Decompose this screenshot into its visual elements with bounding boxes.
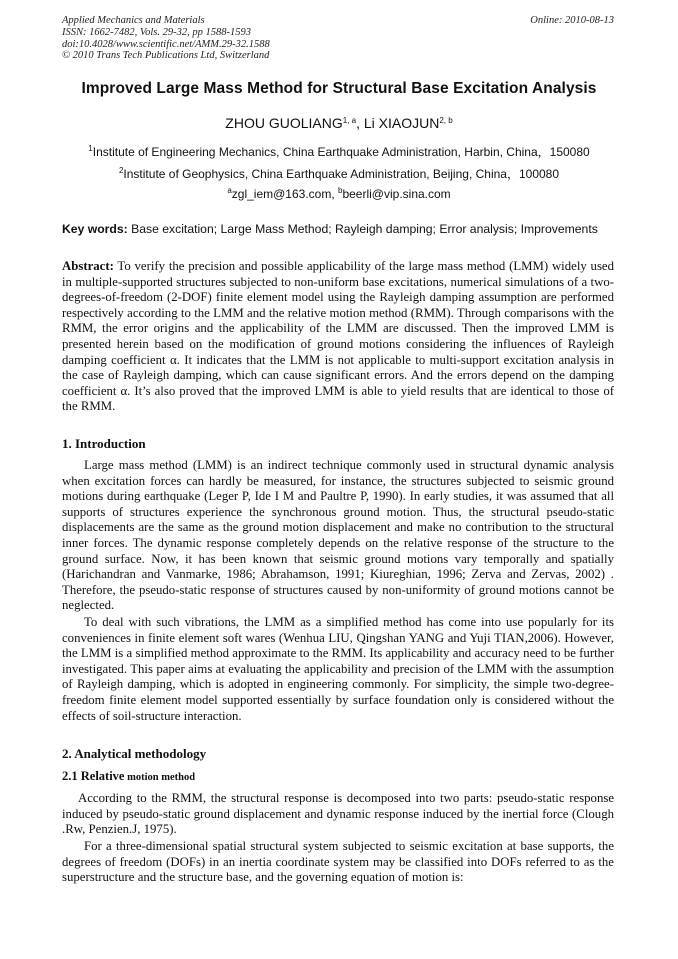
copyright-line: © 2010 Trans Tech Publications Ltd, Switzerland: [62, 50, 270, 62]
affiliation-2-sup: 2: [118, 166, 124, 175]
author-1: ZHOU GUOLIANG: [225, 115, 343, 131]
subsection-2-1-title: motion method: [124, 772, 196, 783]
abstract: [62, 259, 614, 415]
author-1-sup: 1, a: [342, 116, 357, 125]
abstract-text: To verify the precision and possible applicability of the large mass method (LMM) widely used in multiple-supported structures subjected to non-uniform base excitations, numerical simulations of a two-degrees-of-freedom (2-DOF) finite element model using the Rayleigh damping assumption are performed respectively according to the LMM and the relative motion method (RMM). Through comparisons with the RMM, the error origins and the applicability of the LMM are discussed. Then the improved LMM is presented herein based on the modification of ground motions considering the influences of Rayleigh damping coefficient α. It indicates that the LMM is not applicable to multi-support excitation analysis in the case of Rayleigh damping, which can cause significant errors. And the errors depend on the damping coefficient α. It’s also proved that the improved LMM is able to yield results that are identical to those of the RMM.: [62, 259, 614, 414]
keywords-label: Key words:: [62, 222, 128, 236]
journal-name: Applied Mechanics and Materials: [62, 15, 205, 26]
author-2: Li XIAOJUN: [363, 115, 440, 131]
online-date: Online: 2010-08-13: [530, 15, 614, 26]
section-2-heading: 2. Analytical methodology: [62, 746, 207, 761]
section-1-heading: 1. Introduction: [62, 436, 146, 451]
affiliation-2-text: Institute of Geophysics, China Earthquake Administration, Beijing, China，100080: [123, 167, 560, 181]
journal-header: [62, 15, 614, 62]
author-line: [0, 115, 678, 131]
paper-title: Improved Large Mass Method for Structural Base Excitation Analysis: [81, 80, 597, 97]
doi-line[interactable]: doi:10.4028/www.scientific.net/AMM.29-32.1588: [62, 38, 270, 50]
keywords: [62, 222, 614, 236]
author-separator: ,: [356, 115, 364, 131]
email-line: [0, 187, 678, 201]
section-1-paragraph-2: To deal with such vibrations, the LMM as a simplified method has come into use popularly for its conveniences in finite element soft wares (Wenhua LIU, Qingshan YANG and Yuji TIAN,2006). However, the LMM is a simplified method approximate to the RMM. Its applicability and accuracy need to be further investigated. This paper aims at evaluating the applicability and precision of the LMM with the assumption of Rayleigh damping, which is adopted in engineering commonly. For simplicity, the simple two-degree-freedom finite element model supported essentially by surface foundation only is considered without the effects of soil-structure interaction.: [62, 615, 614, 723]
abstract-label: Abstract:: [62, 259, 114, 273]
affiliation-2: [0, 165, 678, 182]
affiliation-1-text: Institute of Engineering Mechanics, China Earthquake Administration, Harbin, China，150080: [92, 145, 590, 159]
affiliation-1: [0, 143, 678, 160]
email-a-sup: a: [227, 186, 232, 195]
email-b[interactable]: beerli@vip.sina.com: [342, 187, 451, 201]
email-b-sup: b: [338, 186, 343, 195]
section-2-paragraph-2: For a three-dimensional spatial structural system subjected to seismic excitation at base supports, the degrees of freedom (DOFs) in an inertia coordinate system may be classified into DOFs referred to as the superstructure and the structure base, and the governing equation of motion is:: [62, 839, 614, 885]
issn-line: ISSN: 1662-7482, Vols. 29-32, pp 1588-1593: [62, 26, 251, 38]
affiliation-1-sup: 1: [88, 144, 93, 153]
email-a[interactable]: zgl_iem@163.com,: [231, 187, 338, 201]
author-2-sup: 2, b: [439, 116, 453, 125]
section-1-paragraph-1: Large mass method (LMM) is an indirect technique commonly used in structural dynamic analysis when excitation forces can hardly be measured, for instance, the structures subjected to seismic ground motions during earthquake (Leger P, Ide I M and Paultre P, 1990). In early studies, it was assumed that all supports of structures experience the synchronous ground motion. Thus, the structural pseudo-static displacements are the same as the ground motion displacement and make no contribution to the structural inner forces. The dynamic response completely depends on the relative response of the structure to the ground surface. Now, it has been known that seismic ground motions vary temporally and spatially (Harichandran and Vanmarke, 1986; Abrahamson, 1991; Kiureghian, 1996; Zerva and Zervas, 2002) . Therefore, the pseudo-static response of structures caused by non-uniformity of ground motions cannot be neglected.: [62, 458, 614, 613]
keywords-text: Base excitation; Large Mass Method; Rayleigh damping; Error analysis; Improvements: [127, 222, 598, 236]
subsection-2-1-number: 2.1 Relative: [62, 769, 125, 783]
subsection-2-1-heading: [62, 769, 195, 784]
section-2-paragraph-1: According to the RMM, the structural response is decomposed into two parts: pseudo-static response induced by pseudo-static ground displacement and dynamic response induced by the inertial force (Clough .Rw, Penzien.J, 1975).: [62, 791, 614, 837]
